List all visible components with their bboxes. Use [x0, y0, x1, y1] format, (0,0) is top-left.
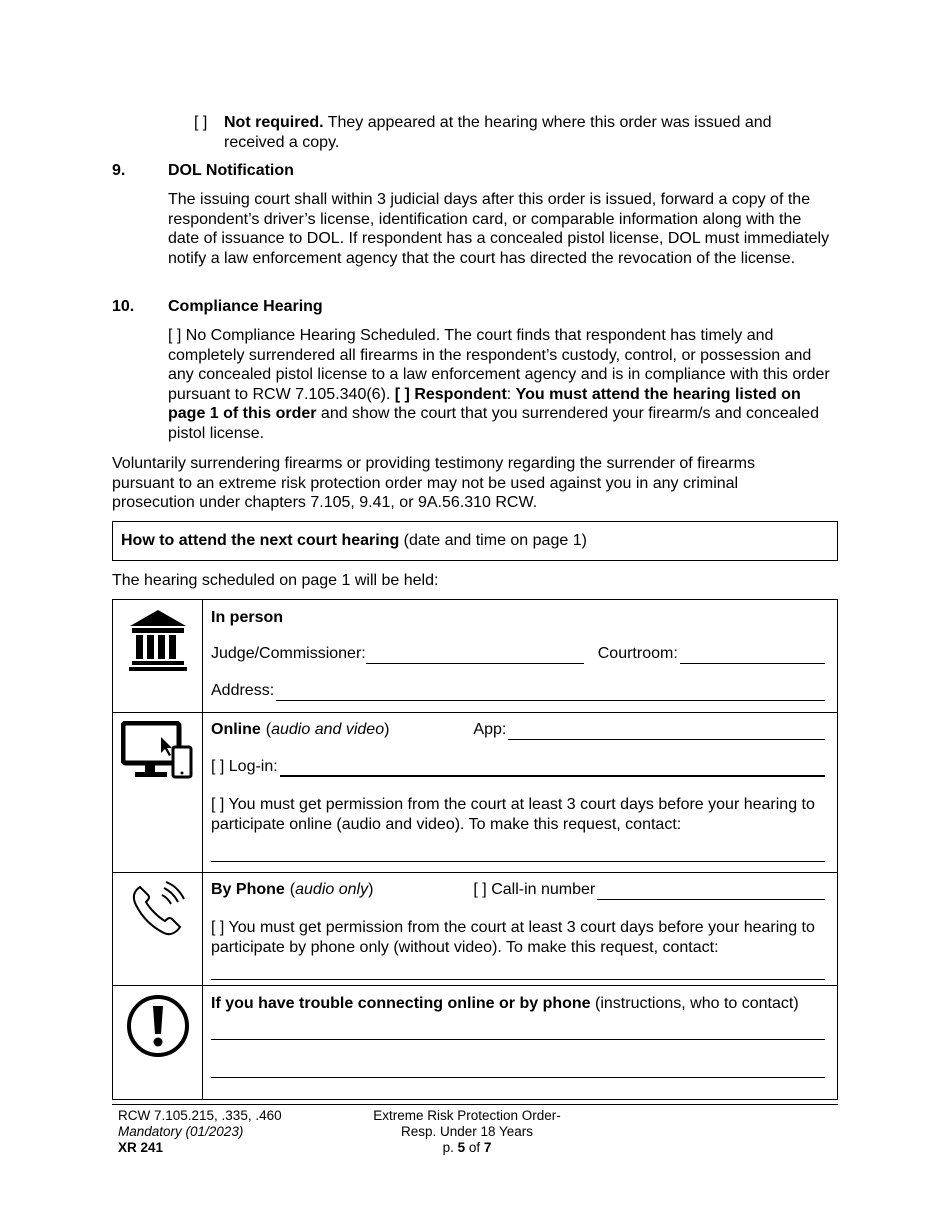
form-number: XR 241 [118, 1140, 164, 1155]
subtitle: audio only [295, 881, 369, 899]
section-body [168, 326, 836, 444]
label: Courtroom: [597, 645, 678, 662]
label: App: [473, 721, 507, 739]
option-title: Online [211, 721, 261, 739]
option-title: If you have trouble connecting online or by phone [211, 995, 591, 1012]
not-required-item [194, 113, 824, 152]
hearing-options-table: In person Judge/Commissioner: Courtroom: Address: Online ( audio and video ) App: [ ] Log-in: [ ] You must get permission from the court at least 3 court days before your hearing to participate online (audio and video). To make this request, contact: By Phone ( audio only ) [ ] Call-in number [ ] You must get permission from the court at least 3 court days before your hearing to participate by phone only (without video). To make this request, contact: If you have trouble connecting online or by phone (instructions, who to contact) [112, 599, 838, 1100]
text: : [506, 385, 516, 403]
courthouse-icon [128, 608, 188, 672]
text: [ ] No Compliance Hearing Scheduled. The court finds that respondent has timely and completely surrendered all firearms in the respondent’s custody, control, or possession and any concealed pistol license to a law enforcement agency and is in compliance with this order pursuant to RCW 7.105.340(6). [168, 327, 830, 403]
trouble-field-1[interactable] [211, 1039, 825, 1040]
courtroom-field[interactable] [680, 649, 825, 664]
login-field[interactable] [280, 762, 825, 777]
mandatory: Mandatory (01/2023) [118, 1124, 244, 1139]
respondent-checkbox[interactable]: [ ] Respondent [394, 385, 507, 403]
form-title: Extreme Risk Protection Order- [373, 1108, 561, 1123]
label: Address: [211, 682, 275, 699]
judge-field[interactable] [366, 648, 584, 664]
label: Judge/Commissioner: [211, 645, 366, 662]
callin-checkbox[interactable]: [ ] Call-in number [473, 881, 596, 899]
phone-icon [130, 881, 186, 937]
section-body: The issuing court shall within 3 judicial days after this order is issued, forward a copy of the respondent’s driver’s license, identification card, or comparable information along with the date of issuance to DOL. If respondent has a concealed pistol license, DOL must immediately notify a law enforcement agency that the court has directed the revocation of the license. [168, 191, 830, 267]
footer [112, 1104, 838, 1155]
checkbox[interactable]: [ ] [194, 114, 208, 131]
subtitle: audio and video [271, 721, 385, 739]
trouble-field-2[interactable] [211, 1077, 825, 1078]
permission-checkbox[interactable]: [ ] You must get permission from the court at least 3 court days before your hearing to participate online (audio and video). To make this request, contact: [211, 796, 815, 833]
option-title: By Phone [211, 881, 285, 899]
login-checkbox[interactable]: [ ] Log-in: [211, 758, 278, 776]
text: (date and time on page 1) [399, 532, 587, 549]
form-title: Resp. Under 18 Years [400, 1124, 534, 1139]
section-title: DOL Notification [168, 162, 294, 179]
how-to-attend-box [112, 521, 838, 561]
address-field[interactable] [276, 686, 825, 701]
exclamation-icon [126, 994, 190, 1058]
voluntary-notice: Voluntarily surrendering firearms or providing testimony regarding the surrender of firearms pursuant to an extreme risk protection order may not be used against you in any criminal prosecution under chapters 7.105, 9.41, or 9A.56.310 RCW. [112, 455, 755, 512]
callin-field[interactable] [597, 885, 825, 900]
section-number: 10. [112, 298, 135, 315]
bold-text: You must attend the hearing listed on page 1 of this order [168, 385, 801, 423]
heading: How to attend the next court hearing [121, 532, 400, 549]
section-number: 9. [112, 162, 126, 179]
computer-phone-icon [121, 721, 195, 781]
held-text: The hearing scheduled on page 1 will be held: [112, 572, 439, 589]
contact-field[interactable] [211, 861, 825, 862]
section-title: Compliance Hearing [168, 298, 323, 315]
text: They appeared at the hearing where this order was issued and received a copy. [224, 114, 772, 151]
contact-field[interactable] [211, 979, 825, 980]
permission-checkbox[interactable]: [ ] You must get permission from the court at least 3 court days before your hearing to participate by phone only (without video). To make this request, contact: [211, 919, 815, 956]
text: (instructions, who to contact) [590, 995, 799, 1012]
text: and show the court that you surrendered your firearm/s and concealed pistol license. [168, 405, 819, 442]
page-number: p. 5 of 7 [442, 1140, 492, 1155]
option-title: In person [211, 609, 284, 626]
rcw: RCW 7.105.215, .335, .460 [118, 1108, 282, 1123]
label: Not required. [224, 114, 324, 131]
app-field[interactable] [508, 725, 825, 740]
